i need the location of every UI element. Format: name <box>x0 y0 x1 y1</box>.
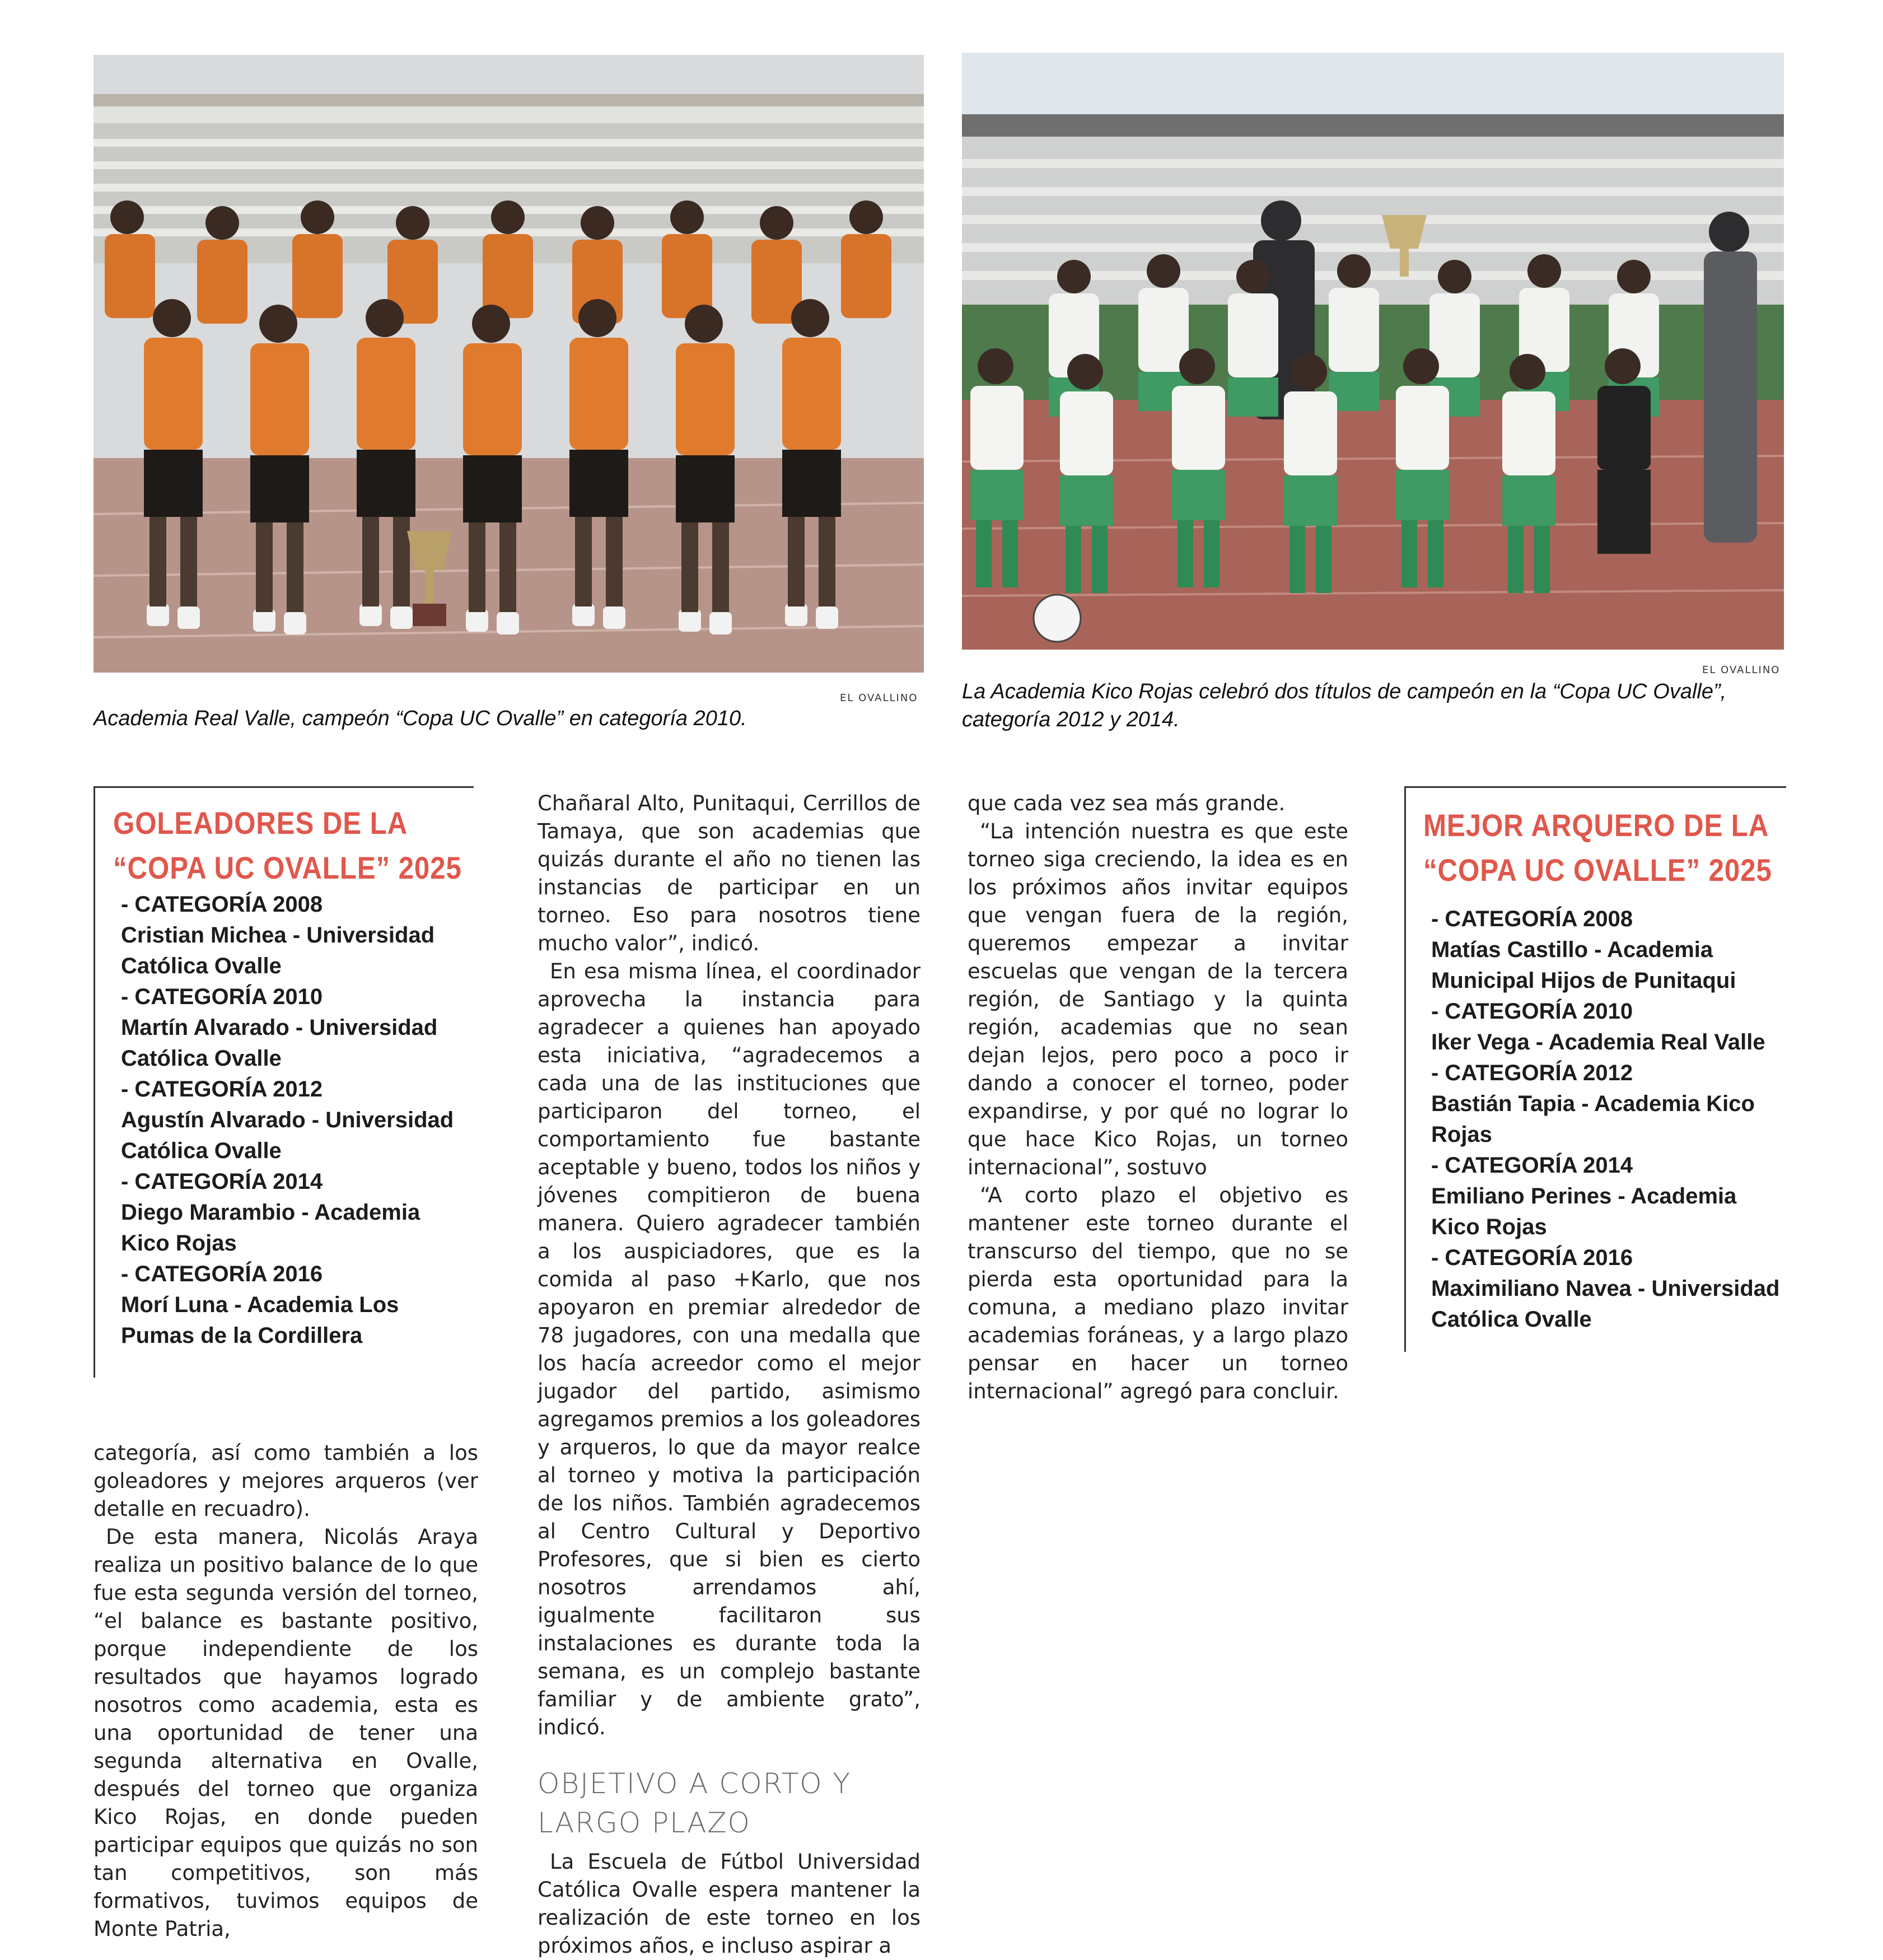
article-paragraph: “La intención nuestra es que este torneo siga creciendo, la idea es en los próximos años invitar equipos que vengan fuera de la región, queremos empezar a invitar escuelas que vengan de la tercera región, de Santiago y la quinta región, academias que no sean dejan lejos, pero poco a poco ir dando a conocer el torneo, poder expandirse, y por qué no lograr lo que hace Kico Rojas, un torneo internacional”, sostuvo <box>968 819 1348 1179</box>
box-arquero-title: MEJOR ARQUERO DE LA “COPA UC OVALLE” 2025 <box>1423 808 1772 888</box>
goleadores-player: Morí Luna - Academia Los Pumas de la Cordillera <box>121 1292 399 1348</box>
photo-academia-real-valle <box>94 55 924 673</box>
photo-left-credit: EL OVALLINO <box>840 692 918 704</box>
article-paragraph: En esa misma línea, el coordinador aprovecha la instancia para agradecer a quienes han apoyado esta iniciativa, “agradecemos a cada una de las instituciones que participaron del torneo, el comportamiento fue bastante aceptable y bueno, todos los niños y jóvenes compitieron de buena manera. Quiero agradecer también a los auspiciadores, que es la comida al paso +Karlo, que nos apoyaron en premiar alrededor de 78 jugadores, con una medalla que los hacía acreedor como el mejor jugador del partido, asimismo agregamos premios a los goleadores y arqueros, lo que da mayor realce al torneo y motiva la participación de los niños. También agradecemos al Centro Cultural y Deportivo Profesores, que si bien es cierto nosotros arrendamos ahí, igualmente facilitaron sus instalaciones es durante toda la semana, es un complejo bastante familiar y de ambiente grato”, indicó. <box>538 959 921 1739</box>
goleadores-category: - CATEGORÍA 2010 <box>121 984 323 1009</box>
article-column-1 <box>94 1439 478 1943</box>
goleadores-player: Cristian Michea - Universidad Católica Ovalle <box>121 923 435 978</box>
box-arquero-left-rule <box>1404 786 1406 1352</box>
arquero-category: - CATEGORÍA 2016 <box>1431 1245 1633 1270</box>
arquero-player: Matías Castillo - Academia Municipal Hijos de Punitaqui <box>1431 937 1736 993</box>
arquero-category: - CATEGORÍA 2014 <box>1431 1153 1633 1178</box>
box-arquero-list <box>1423 904 1782 1335</box>
arquero-player: Maximiliano Navea - Universidad Católica Ovalle <box>1431 1276 1780 1332</box>
photo-right-caption: La Academia Kico Rojas celebró dos títulos de campeón en la “Copa UC Ovalle”, categoría 2012 y 2014. <box>962 680 1727 731</box>
box-goleadores-top-rule <box>94 786 474 788</box>
arquero-player: Emiliano Perines - Academia Kico Rojas <box>1431 1184 1737 1239</box>
box-goleadores <box>113 801 471 1351</box>
box-arquero-top-rule <box>1404 786 1786 788</box>
goleadores-player: Martín Alvarado - Universidad Católica Ovalle <box>121 1015 438 1071</box>
article-paragraph: De esta manera, Nicolás Araya realiza un positivo balance de lo que fue esta segunda versión del torneo, “el balance es bastante positivo, porque independiente de los resultados que hayamos logrado nosotros como academia, esta es una oportunidad de tener una segunda alternativa en Ovalle, después del torneo que organiza Kico Rojas, en donde pueden participar equipos que quizás no son tan competitivos, son más formativos, tuvimos equipos de Monte Patria, <box>94 1525 478 1941</box>
arquero-category: - CATEGORÍA 2008 <box>1431 907 1633 931</box>
photo-left-caption: Academia Real Valle, campeón “Copa UC Ovalle” en categoría 2010. <box>94 707 747 730</box>
goleadores-category: - CATEGORÍA 2014 <box>121 1169 323 1194</box>
goleadores-category: - CATEGORÍA 2012 <box>121 1077 323 1102</box>
box-goleadores-left-rule <box>94 786 95 1378</box>
article-paragraph: Chañaral Alto, Punitaqui, Cerrillos de Tamaya, que son academias que quizás durante el año no tienen las instancias de participar en un torneo. Eso para nosotros tiene mucho valor”, indicó. <box>538 791 921 955</box>
article-paragraph: “A corto plazo el objetivo es mantener este torneo durante el transcurso del tiempo, que no se pierda esta oportunidad para la comuna, a mediano plazo invitar academias foráneas, y a largo plazo pensar en hacer un torneo internacional” agregó para concluir. <box>968 1183 1348 1403</box>
section-subhead: OBJETIVO A CORTO Y LARGO PLAZO <box>538 1767 852 1839</box>
goleadores-category: - CATEGORÍA 2016 <box>121 1262 323 1286</box>
box-goleadores-title: GOLEADORES DE LA “COPA UC OVALLE” 2025 <box>113 805 462 885</box>
arquero-player: Bastián Tapia - Academia Kico Rojas <box>1431 1091 1755 1147</box>
article-column-3 <box>968 790 1348 1406</box>
box-arquero <box>1423 803 1782 1335</box>
article-paragraph: categoría, así como también a los goleadores y mejores arqueros (ver detalle en recuadro). <box>94 1441 478 1521</box>
photo-right-credit: EL OVALLINO <box>1702 664 1781 676</box>
arquero-category: - CATEGORÍA 2012 <box>1431 1061 1633 1085</box>
article-paragraph: que cada vez sea más grande. <box>968 791 1286 815</box>
box-goleadores-list <box>113 889 471 1351</box>
article-column-2 <box>538 790 921 1960</box>
goleadores-player: Agustín Alvarado - Universidad Católica Ovalle <box>121 1108 454 1163</box>
arquero-category: - CATEGORÍA 2010 <box>1431 999 1633 1024</box>
arquero-player: Iker Vega - Academia Real Valle <box>1431 1030 1765 1054</box>
article-paragraph: La Escuela de Fútbol Universidad Católica Ovalle espera mantener la realización de este torneo en los próximos años, e incluso aspirar a <box>538 1850 921 1958</box>
photo-academia-kico-rojas <box>962 53 1784 650</box>
goleadores-category: - CATEGORÍA 2008 <box>121 892 323 917</box>
goleadores-player: Diego Marambio - Academia Kico Rojas <box>121 1200 420 1256</box>
